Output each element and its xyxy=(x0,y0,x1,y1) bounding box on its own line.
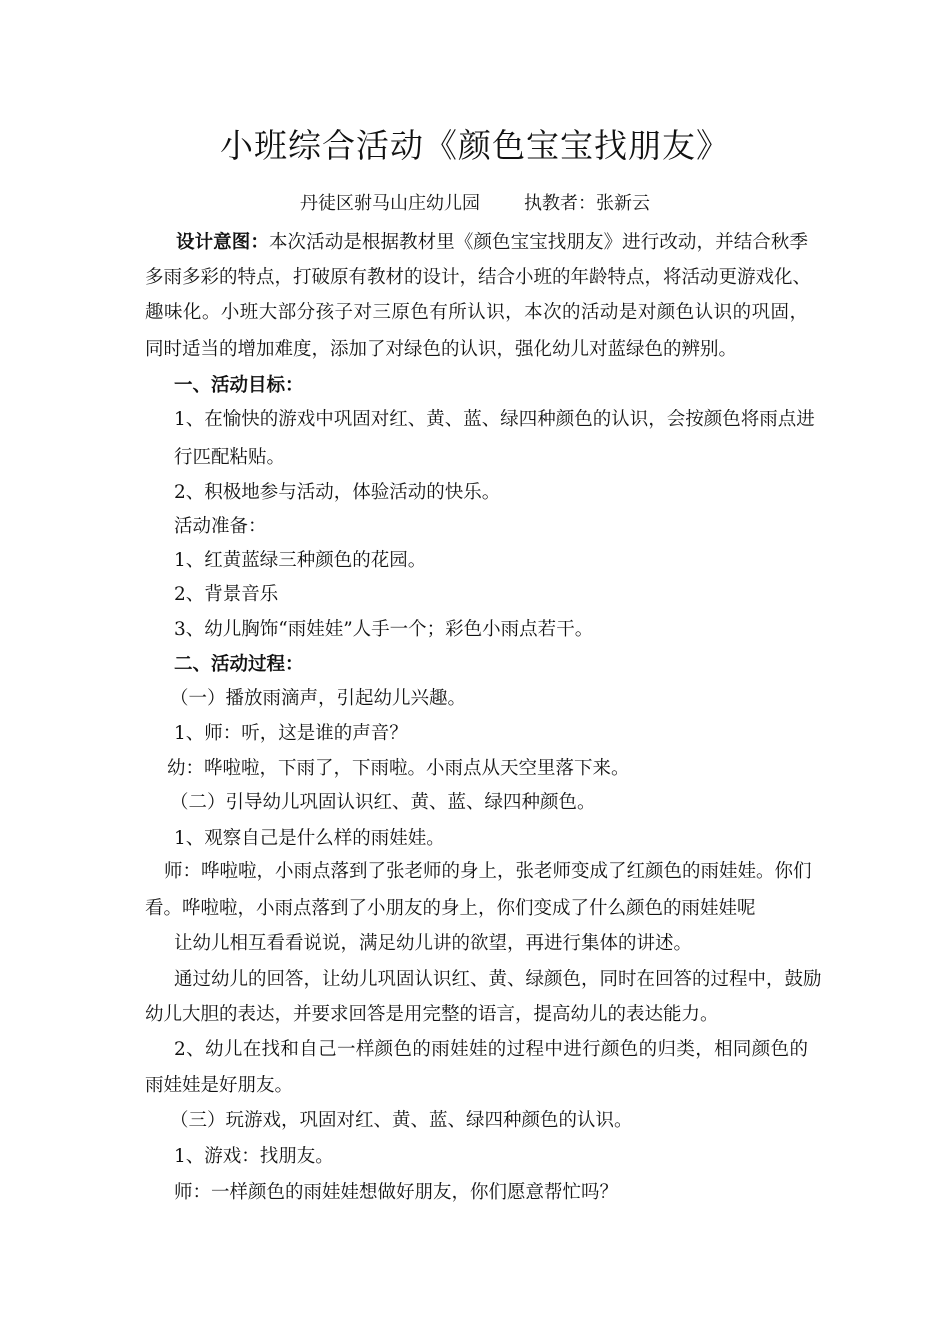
section-2-through-1: 通过幼儿的回答，让幼儿巩固认识红、黄、绿颜色，同时在回答的过程中，鼓励 xyxy=(174,969,822,990)
section-2-item-2: 2、幼儿在找和自己一样颜色的雨娃娃的过程中进行颜色的归类，相同颜色的 xyxy=(174,1039,808,1060)
school-name: 丹徒区驸马山庄幼儿园 xyxy=(300,193,480,214)
section-2-item-2-cont: 雨娃娃是好朋友。 xyxy=(145,1075,294,1096)
section-2-teacher-2: 看。哗啦啦，小雨点落到了小朋友的身上，你们变成了什么颜色的雨娃娃呢 xyxy=(145,898,756,919)
byline xyxy=(0,190,950,218)
section-3-teacher: 师：一样颜色的雨娃娃想做好朋友，你们愿意帮忙吗？ xyxy=(174,1182,619,1203)
prep-item-2: 2、背景音乐 xyxy=(174,584,279,605)
goals-heading: 一、活动目标： xyxy=(174,375,304,396)
prep-item-3: 3、幼儿胸饰“雨娃娃”人手一个；彩色小雨点若干。 xyxy=(174,619,594,640)
prep-item-1: 1、红黄蓝绿三种颜色的花园。 xyxy=(174,550,427,571)
teacher-name: 执教者：张新云 xyxy=(524,193,650,214)
goal-item-1: 1、在愉快的游戏中巩固对红、黄、蓝、绿四种颜色的认识，会按颜色将雨点进 xyxy=(174,409,815,430)
section-3-item-1: 1、游戏：找朋友。 xyxy=(174,1146,334,1167)
section-1-child: 幼：哗啦啦，下雨了，下雨啦。小雨点从天空里落下来。 xyxy=(167,758,630,779)
intent-line-1: 设计意图：本次活动是根据教材里《颜色宝宝找朋友》进行改动，并结合秋季 xyxy=(176,232,808,253)
section-1-title: （一）播放雨滴声，引起幼儿兴趣。 xyxy=(170,688,467,709)
intent-line-3: 趣味化。小班大部分孩子对三原色有所认识，本次的活动是对颜色认识的巩固， xyxy=(145,302,808,323)
section-2-item-1: 1、观察自己是什么样的雨娃娃。 xyxy=(174,828,445,849)
goal-item-1-cont: 行匹配粘贴。 xyxy=(174,447,286,468)
intent-label: 设计意图： xyxy=(176,232,269,253)
section-2-teacher-1: 师：哗啦啦，小雨点落到了张老师的身上，张老师变成了红颜色的雨娃娃。你们 xyxy=(164,861,812,882)
section-2-let: 让幼儿相互看看说说，满足幼儿讲的欲望，再进行集体的讲述。 xyxy=(174,933,693,954)
page-title: 小班综合活动《颜色宝宝找朋友》 xyxy=(220,126,730,165)
process-heading: 二、活动过程： xyxy=(174,654,304,675)
prep-heading: 活动准备： xyxy=(174,516,267,537)
intent-line-2: 多雨多彩的特点，打破原有教材的设计，结合小班的年龄特点，将活动更游戏化、 xyxy=(145,267,812,288)
section-1-teacher: 1、师：听，这是谁的声音？ xyxy=(174,723,408,744)
section-3-title: （三）玩游戏，巩固对红、黄、蓝、绿四种颜色的认识。 xyxy=(170,1110,633,1131)
section-2-title: （二）引导幼儿巩固认识红、黄、蓝、绿四种颜色。 xyxy=(170,792,596,813)
intent-line-4: 同时适当的增加难度，添加了对绿色的认识，强化幼儿对蓝绿色的辨别。 xyxy=(145,339,738,360)
section-2-through-2: 幼儿大胆的表达，并要求回答是用完整的语言，提高幼儿的表达能力。 xyxy=(145,1004,719,1025)
goal-item-2: 2、积极地参与活动，体验活动的快乐。 xyxy=(174,482,501,503)
